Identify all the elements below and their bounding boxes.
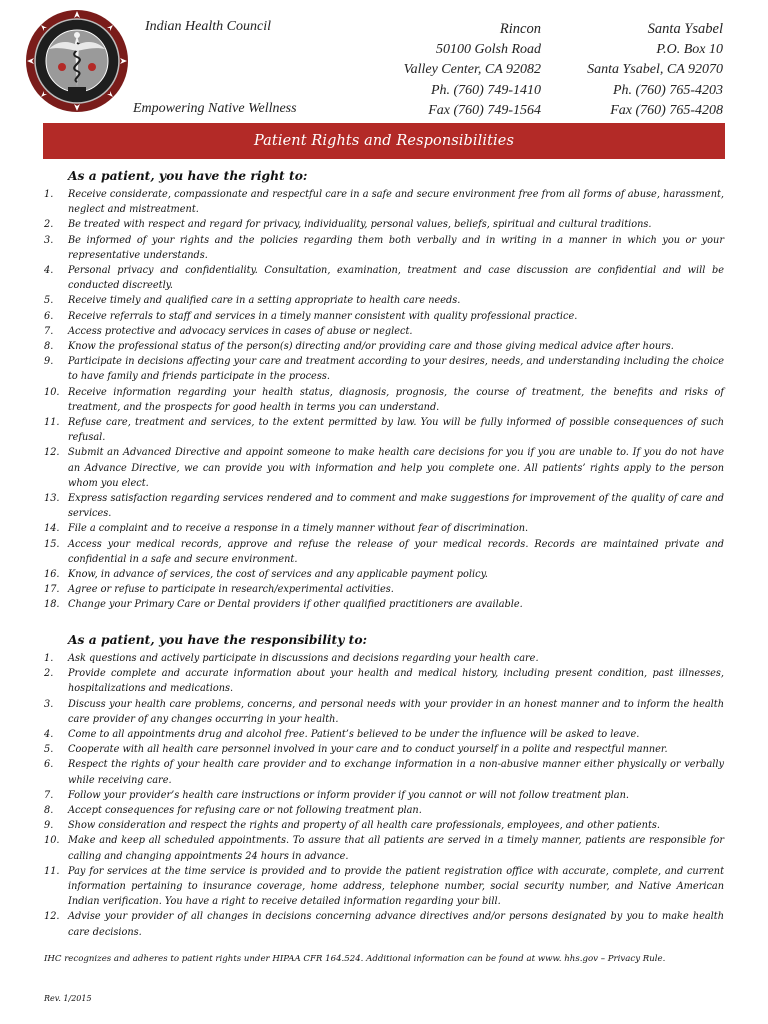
responsibility-item — [44, 788, 724, 803]
item-number: 6. — [44, 310, 54, 322]
item-number: 8. — [44, 341, 54, 353]
right-item — [44, 293, 724, 308]
item-number: 9. — [44, 820, 54, 832]
item-text: Be informed of your rights and the policies regarding them both verbally and in writing in a manner in which you or your representative understands. — [68, 234, 724, 261]
ihc-seal-logo — [25, 9, 129, 113]
right-item — [44, 415, 724, 445]
item-text: Pay for services at the time service is provided and to provide the patient registration office with accurate, complete, and current information pertaining to insurance coverage, home address, telephone number, social security number, and Native American Indian verification. You have a right to receive detailed information regarding your bill. — [68, 865, 724, 908]
item-text: Access protective and advocacy services in cases of abuse or neglect. — [68, 325, 413, 337]
item-text: Show consideration and respect the rights and property of all health care professionals, employees, and other patients. — [68, 820, 660, 832]
phone-number: Ph. (760) 749-1410 — [430, 82, 541, 98]
revision-date: Rev. 1/2015 — [44, 994, 92, 1003]
item-text: Receive referrals to staff and services in a timely manner consistent with quality professional practice. — [68, 310, 578, 322]
item-text: Submit an Advanced Directive and appoint someone to make health care decisions for you if you are unable to. If you do not have an Advance Directive, we can provide you with information and help you complete one. All patients’ rights apply to the person whom you elect. — [68, 447, 724, 489]
item-text: Know the professional status of the person(s) directing and/or providing care and those giving medical advice after hours. — [68, 341, 674, 353]
responsibility-item — [44, 909, 724, 939]
item-number: 4. — [44, 729, 54, 741]
item-text: Express satisfaction regarding services rendered and to comment and make suggestions for improvement of the quality of care and services. — [68, 493, 724, 520]
item-text: Advise your provider of all changes in decisions concerning advance directives and/or persons designated by you to make health care decisions. — [68, 911, 724, 938]
item-text: Refuse care, treatment and services, to the extent permitted by law. You will be fully informed of possible consequences of such refusal. — [68, 417, 724, 444]
address-block-rincon — [404, 19, 541, 122]
right-item — [44, 567, 724, 582]
item-text: File a complaint and to receive a response in a timely manner without fear of discrimination. — [68, 523, 529, 535]
item-number: 13. — [44, 493, 60, 505]
item-number: 10. — [44, 386, 60, 398]
item-number: 10. — [44, 835, 60, 847]
city-state-zip: Santa Ysabel, CA 92070 — [587, 62, 723, 77]
city-state-zip: Valley Center, CA 92082 — [403, 62, 541, 77]
right-item — [44, 217, 724, 232]
right-item — [44, 233, 724, 263]
responsibilities-heading: As a patient, you have the responsibility to: — [68, 632, 368, 647]
item-text: Participate in decisions affecting your care and treatment according to your desires, needs, and understanding including the choice to have family and friends participate in the process. — [68, 356, 724, 383]
address-block-santa-ysabel — [587, 19, 723, 122]
item-text: Know, in advance of services, the cost of services and any applicable payment policy. — [68, 569, 488, 581]
right-item — [44, 521, 724, 536]
right-item — [44, 597, 724, 612]
item-text: Personal privacy and confidentiality. Consultation, examination, treatment and case discussion are confidential and will be conducted discreetly. — [68, 265, 724, 292]
location-name: Santa Ysabel — [647, 21, 723, 37]
item-text: Access your medical records, approve and refuse the release of your medical records. Records are maintained private and confidential in a safe and secure environment. — [68, 538, 724, 565]
item-text: Change your Primary Care or Dental providers if other qualified practitioners are available. — [68, 599, 523, 611]
right-item — [44, 537, 724, 567]
item-number: 17. — [44, 584, 60, 596]
item-number: 1. — [44, 189, 54, 200]
fax-number: Fax (760) 749-1564 — [428, 103, 541, 118]
item-number: 2. — [44, 668, 54, 680]
street-address: 50100 Golsh Road — [436, 41, 541, 57]
item-number: 18. — [44, 599, 60, 611]
right-item — [44, 309, 724, 324]
item-number: 12. — [44, 911, 60, 923]
item-number: 3. — [44, 698, 54, 710]
responsibilities-list — [44, 651, 724, 940]
item-number: 3. — [44, 234, 54, 246]
responsibility-item — [44, 697, 724, 727]
item-number: 12. — [44, 447, 60, 459]
right-item — [44, 339, 724, 354]
item-number: 11. — [44, 865, 60, 877]
item-text: Discuss your health care problems, concerns, and personal needs with your provider in an honest manner and to inform the health care provider of any changes occurring in your health. — [68, 698, 724, 725]
right-item — [44, 324, 724, 339]
item-text: Receive considerate, compassionate and respectful care in a safe and secure environment free from all forms of abuse, harassment, neglect and mistreatment. — [68, 189, 724, 216]
item-number: 5. — [44, 295, 54, 307]
item-number: 5. — [44, 744, 54, 756]
location-name: Rincon — [499, 21, 541, 37]
item-number: 6. — [44, 759, 54, 771]
right-item — [44, 187, 724, 217]
item-text: Cooperate with all health care personnel involved in your care and to conduct yourself in a polite and respectful manner. — [68, 744, 668, 756]
phone-number: Ph. (760) 765-4203 — [612, 82, 723, 98]
item-text: Respect the rights of your health care provider and to exchange information in a non-abusive manner either physically or verbally while receiving care. — [68, 759, 724, 786]
right-item — [44, 582, 724, 597]
right-item — [44, 385, 724, 415]
title-banner — [43, 123, 725, 159]
right-item — [44, 491, 724, 521]
item-text: Receive information regarding your health status, diagnosis, prognosis, the course of treatment, the benefits and risks of treatment, and the prospects for good health in terms you can understand. — [68, 386, 724, 413]
item-number: 4. — [44, 265, 54, 277]
item-text: Make and keep all scheduled appointments. To assure that all patients are served in a timely manner, patients are responsible for calling and changing appointments 24 hours in advance. — [68, 835, 724, 862]
item-text: Provide complete and accurate information about your health and medical history, including present condition, past illnesses, hospitalizations and medications. — [68, 668, 724, 695]
item-number: 11. — [44, 417, 60, 429]
item-number: 15. — [44, 538, 60, 550]
item-text: Ask questions and actively participate in discussions and decisions regarding your health care. — [68, 653, 539, 664]
org-tagline: Empowering Native Wellness — [133, 101, 297, 116]
right-item — [44, 263, 724, 293]
responsibility-item — [44, 803, 724, 818]
item-text: Come to all appointments drug and alcohol free. Patient’s believed to be under the influence will be asked to leave. — [68, 729, 640, 741]
responsibility-item — [44, 742, 724, 757]
item-number: 8. — [44, 805, 54, 817]
item-text: Follow your provider’s health care instructions or inform provider if you cannot or will not follow treatment plan. — [68, 789, 629, 801]
right-item — [44, 354, 724, 384]
item-number: 1. — [44, 653, 54, 664]
item-text: Agree or refuse to participate in research/experimental activities. — [68, 584, 394, 596]
responsibility-item — [44, 666, 724, 696]
item-number: 7. — [44, 789, 54, 801]
item-number: 2. — [44, 219, 54, 231]
responsibility-item — [44, 818, 724, 833]
responsibility-item — [44, 757, 724, 787]
item-number: 9. — [44, 356, 54, 368]
org-name: Indian Health Council — [145, 19, 271, 34]
rights-list — [44, 187, 724, 613]
document-title: Patient Rights and Responsibilities — [253, 133, 515, 149]
po-box: P.O. Box 10 — [656, 41, 723, 57]
item-text: Receive timely and qualified care in a setting appropriate to health care needs. — [68, 295, 461, 307]
fax-number: Fax (760) 765-4208 — [610, 103, 723, 118]
responsibility-item — [44, 864, 724, 910]
item-number: 14. — [44, 523, 60, 535]
hipaa-note: IHC recognizes and adheres to patient rights under HIPAA CFR 164.524. Additional information can be found at www. hhs.gov – Privacy Rule. — [44, 954, 666, 964]
item-text: Be treated with respect and regard for privacy, individuality, personal values, beliefs, spiritual and cultural traditions. — [68, 219, 652, 231]
item-number: 7. — [44, 325, 54, 337]
responsibility-item — [44, 651, 724, 666]
rights-heading: As a patient, you have the right to: — [68, 168, 308, 183]
right-item — [44, 445, 724, 491]
item-number: 16. — [44, 569, 60, 581]
item-text: Accept consequences for refusing care or not following treatment plan. — [68, 805, 422, 817]
responsibility-item — [44, 727, 724, 742]
responsibility-item — [44, 833, 724, 863]
